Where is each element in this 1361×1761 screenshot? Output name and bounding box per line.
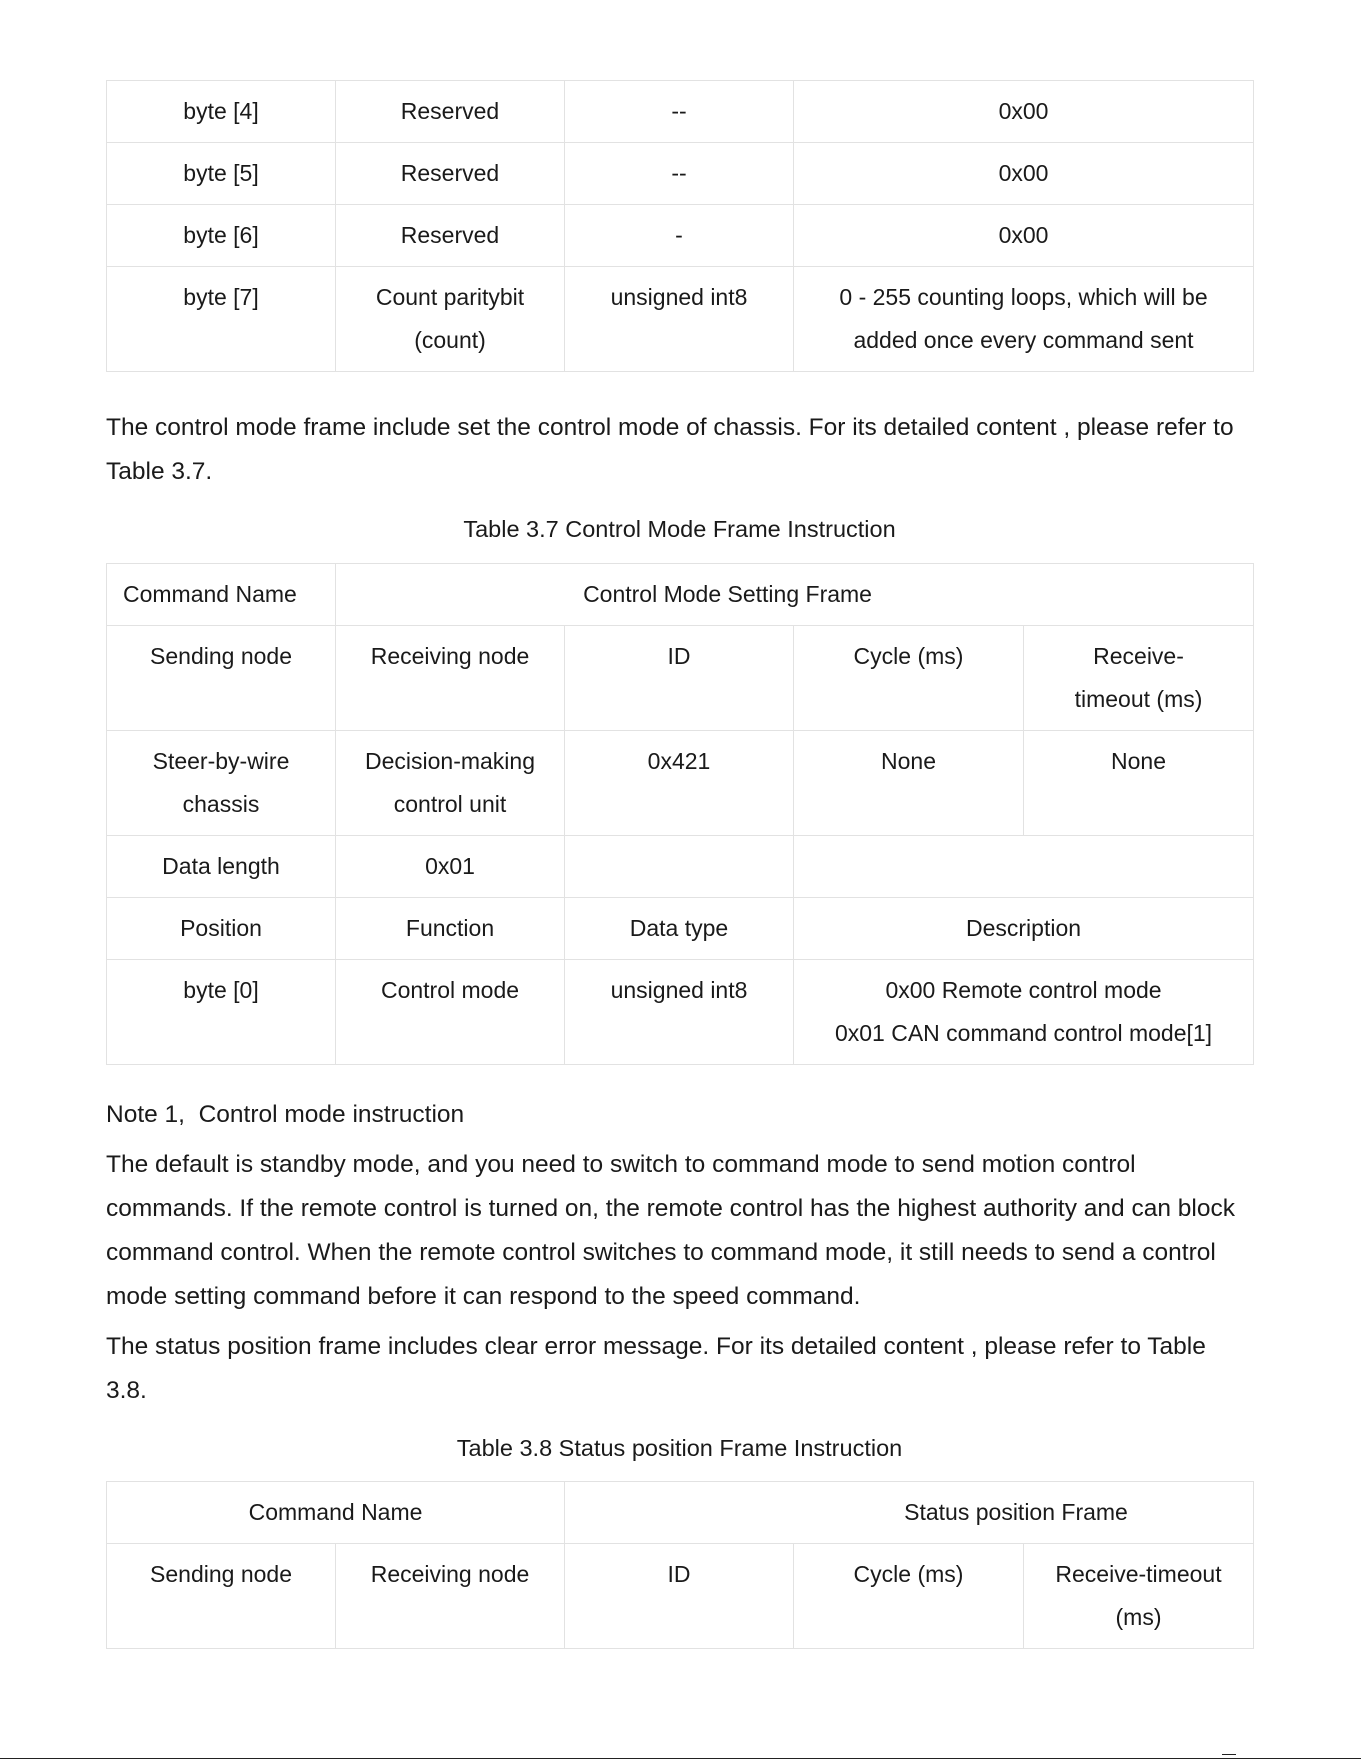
table-cell: byte [5] bbox=[107, 143, 336, 205]
paragraph-control-mode-intro: The control mode frame include set the control mode of chassis. For its detailed content , please refer to Table 3.7. bbox=[106, 414, 1234, 485]
table-header-cell: Sending node bbox=[107, 1544, 336, 1649]
table-row bbox=[107, 626, 1254, 731]
command-name-value: Control Mode Setting Frame bbox=[336, 564, 1254, 626]
table-header-cell: Position bbox=[107, 898, 336, 960]
table-header-cell: ID bbox=[565, 1544, 794, 1649]
table-cell: Count paritybit (count) bbox=[336, 267, 565, 372]
table-cell: byte [0] bbox=[107, 960, 336, 1065]
table-row bbox=[107, 143, 1254, 205]
table-cell-description bbox=[794, 960, 1254, 1065]
table-header-cell: Receiving node bbox=[336, 626, 565, 731]
table-cell: 0x421 bbox=[565, 731, 794, 836]
command-name-value: Status position Frame bbox=[565, 1482, 1254, 1544]
table-header-cell: Cycle (ms) bbox=[794, 626, 1024, 731]
table-row bbox=[107, 836, 1254, 898]
table-header-cell: Data type bbox=[565, 898, 794, 960]
table-3-7-caption: Table 3.7 Control Mode Frame Instruction bbox=[463, 516, 896, 542]
data-length-value: 0x01 bbox=[336, 836, 565, 898]
table-byte-fields-continued bbox=[106, 80, 1254, 372]
table-cell: Decision-making control unit bbox=[336, 731, 565, 836]
data-length-label: Data length bbox=[107, 836, 336, 898]
document-page bbox=[106, 80, 1253, 1649]
page-bottom-rule bbox=[0, 1758, 1361, 1759]
table-header-cell: Sending node bbox=[107, 626, 336, 731]
table-cell: 0x00 bbox=[794, 81, 1254, 143]
command-name-label: Command Name bbox=[107, 1482, 565, 1544]
table-header-cell: Receiving node bbox=[336, 1544, 565, 1649]
table-cell: 0 - 255 counting loops, which will be added once every command sent bbox=[794, 267, 1254, 372]
command-name-label: Command Name bbox=[107, 564, 336, 626]
table-cell: -- bbox=[565, 143, 794, 205]
table-row bbox=[107, 81, 1254, 143]
table-header-cell: Receive-timeout (ms) bbox=[1024, 1544, 1254, 1649]
table-header-cell: Cycle (ms) bbox=[794, 1544, 1024, 1649]
table-cell: unsigned int8 bbox=[565, 960, 794, 1065]
table-cell: None bbox=[794, 731, 1024, 836]
table-cell: -- bbox=[565, 81, 794, 143]
table-cell: Steer-by-wire chassis bbox=[107, 731, 336, 836]
table-cell: Reserved bbox=[336, 205, 565, 267]
table-cell: byte [6] bbox=[107, 205, 336, 267]
table-row bbox=[107, 960, 1254, 1065]
table-cell: byte [7] bbox=[107, 267, 336, 372]
table-row bbox=[107, 1544, 1254, 1649]
table-cell-empty bbox=[794, 836, 1254, 898]
page-bottom-rule-mark bbox=[1222, 1754, 1236, 1755]
table-3-7 bbox=[106, 563, 1254, 1065]
paragraph-status-intro: The status position frame includes clear error message. For its detailed content , please refer to Table 3.8. bbox=[106, 1333, 1206, 1404]
table-cell: byte [4] bbox=[107, 81, 336, 143]
table-cell: Reserved bbox=[336, 81, 565, 143]
table-row bbox=[107, 205, 1254, 267]
table-cell: None bbox=[1024, 731, 1254, 836]
note-1-body: The default is standby mode, and you need to switch to command mode to send motion control commands. If the remote control is turned on, the remote control has the highest authority and can block command control. When the remote control switches to command mode, it still needs to send a control mode setting command before it can respond to the speed command. bbox=[106, 1151, 1235, 1310]
note-1-title: Note 1, Control mode instruction bbox=[106, 1101, 465, 1128]
table-header-cell: Receive-timeout (ms) bbox=[1024, 626, 1254, 731]
description-line: 0x01 CAN command control mode[1] bbox=[834, 1020, 1213, 1046]
table-cell: 0x00 bbox=[794, 205, 1254, 267]
table-3-8-caption: Table 3.8 Status position Frame Instruction bbox=[456, 1435, 903, 1461]
table-row bbox=[107, 564, 1254, 626]
table-row bbox=[107, 898, 1254, 960]
table-cell: unsigned int8 bbox=[565, 267, 794, 372]
table-cell: 0x00 bbox=[794, 143, 1254, 205]
table-row bbox=[107, 1482, 1254, 1544]
table-3-8 bbox=[106, 1481, 1254, 1649]
table-cell: Control mode bbox=[336, 960, 565, 1065]
table-row bbox=[107, 731, 1254, 836]
table-header-cell: Description bbox=[794, 898, 1254, 960]
description-line: 0x00 Remote control mode bbox=[885, 977, 1162, 1003]
table-cell: - bbox=[565, 205, 794, 267]
table-header-cell: Function bbox=[336, 898, 565, 960]
table-header-cell: ID bbox=[565, 626, 794, 731]
table-cell: Reserved bbox=[336, 143, 565, 205]
table-cell-empty bbox=[565, 836, 794, 898]
table-row bbox=[107, 267, 1254, 372]
